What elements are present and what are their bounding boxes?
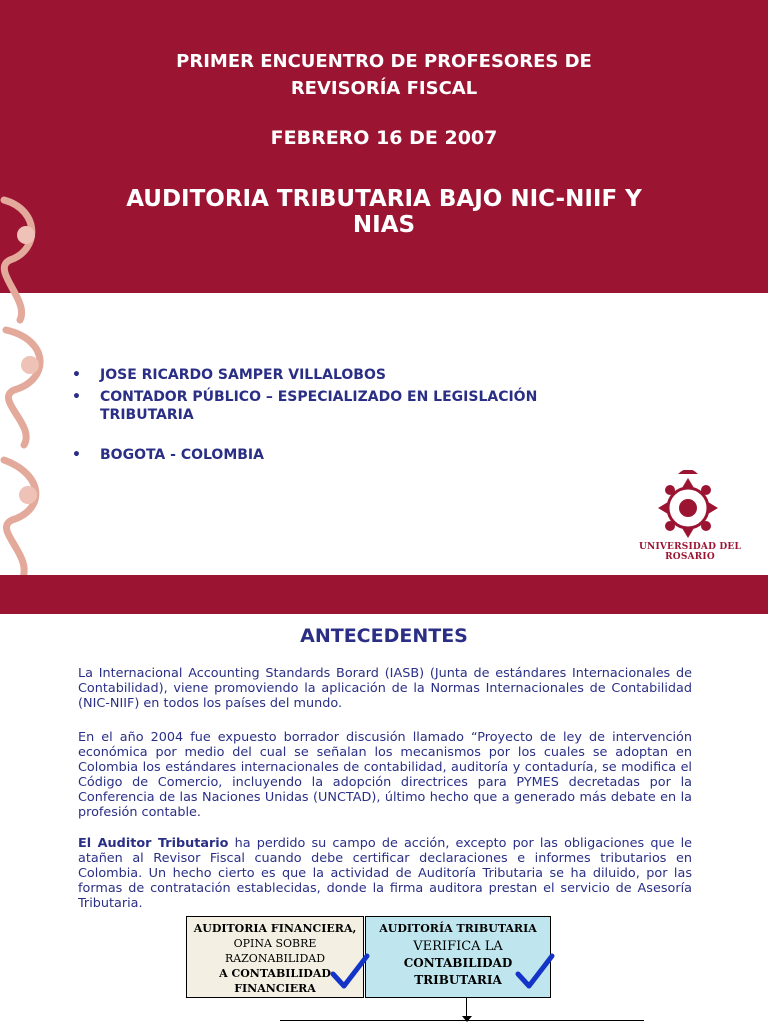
box-left-line2: OPINA SOBRE: [233, 937, 317, 950]
box-right-line3: CONTABILIDAD: [403, 956, 513, 970]
talk-title-line2: NIAS: [352, 212, 416, 238]
event-date: FEBRERO 16 DE 2007: [270, 127, 498, 149]
check-icon: [330, 952, 370, 992]
box-right-line2: VERIFICA LA: [413, 939, 503, 954]
auditor-tributario-term: El Auditor Tributario: [78, 836, 229, 851]
box-left-line4: A CONTABILIDAD: [219, 967, 331, 980]
bottom-bar-line: [280, 1020, 644, 1021]
box-left-line3: RAZONABILIDAD: [224, 952, 326, 965]
paragraph-auditor-rest: ha perdido su campo de acción, excepto por las obligaciones que le atañen al Revisor Fiscal cuando debe certificar declaraciones e informes tributarios en Colombia. Un hecho cierto es que la actividad de Auditoría Tributaria se ha diluido, por las formas de contratación establecidas, donde la firma auditora prestan el servicio de Asesoría Tributaria.: [78, 836, 692, 911]
paragraph-auditor-tributario: [78, 836, 692, 911]
talk-title-line1: AUDITORIA TRIBUTARIA BAJO NIC-NIIF Y: [126, 186, 642, 212]
event-title-line1: PRIMER ENCUENTRO DE PROFESORES DE: [176, 51, 592, 72]
box-left-line1: AUDITORIA FINANCIERA,: [193, 922, 357, 935]
bullet-speaker-name: • JOSE RICARDO SAMPER VILLALOBOS: [72, 366, 632, 384]
box-right-line4: TRIBUTARIA: [414, 973, 502, 987]
arrow-down-icon: [462, 1016, 472, 1022]
bullet-location: • BOGOTA - COLOMBIA: [72, 446, 632, 464]
event-title-line2: REVISORÍA FISCAL: [290, 78, 478, 99]
box-right-line1: AUDITORÍA TRIBUTARIA: [379, 922, 537, 935]
slide-title: ANTECEDENTES: [300, 625, 468, 647]
antecedentes-slide: [0, 614, 768, 1024]
speaker-info-list: [72, 366, 632, 464]
paragraph-proyecto-ley: En el año 2004 fue expuesto borrador discusión llamado “Proyecto de ley de intervención económica por medio del cual se señalan los mecanismos por los cuales se adoptan en Colombia los estándares internacionales de contabilidad, auditoría y contaduría, se modifica el Código de Comercio, incluyendo la adopción directrices para PYMES decretadas por la Conferencia de las Naciones Unidas (UNCTAD), último hecho que a generado más debate en la profesión contable.: [78, 730, 692, 820]
paragraph-iasb: La Internacional Accounting Standards Borard (IASB) (Junta de estándares Internacionales de Contabilidad), viene promoviendo la aplicación de la Normas Internacionales de Contabilidad (NIC-NIIF) en todos los países del mundo.: [78, 666, 692, 711]
box-left-line5: FINANCIERA: [234, 982, 316, 995]
ornament-icon: [0, 190, 62, 590]
footer-band: [0, 575, 768, 614]
check-icon: [515, 952, 555, 992]
header-band: [0, 0, 768, 293]
bullet-speaker-profession: • CONTADOR PÚBLICO – ESPECIALIZADO EN LEGISLACIÓN TRIBUTARIA: [72, 388, 632, 424]
logo-text: UNIVERSIDAD DEL ROSARIO: [638, 542, 742, 562]
